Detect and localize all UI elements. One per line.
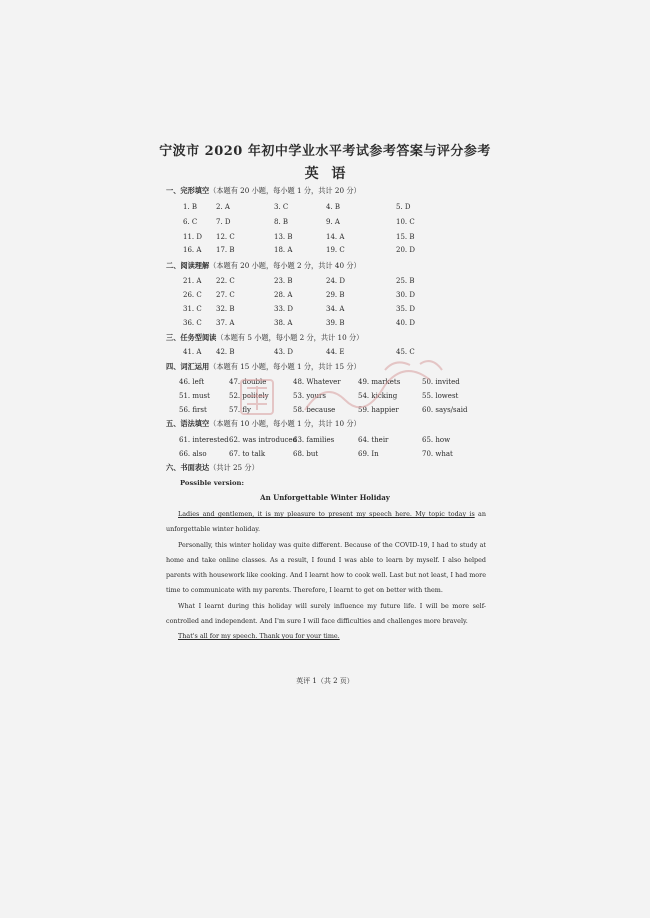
- answer-item: 68. but: [293, 450, 319, 458]
- answer-item: 39. B: [326, 319, 345, 327]
- answer-item: 12. C: [216, 233, 235, 241]
- essay-paragraph-4: That's all for my speech. Thank you for your time.: [178, 632, 340, 641]
- page-footer: 英评 1（共 2 页）: [296, 677, 354, 685]
- section-heading-reading: 二、阅读理解（本题有 20 小题，每小题 2 分，共计 40 分）: [166, 261, 361, 270]
- answer-item: 64. their: [358, 436, 389, 444]
- answer-item: 7. D: [216, 218, 231, 226]
- answer-item: 6. C: [183, 218, 198, 226]
- answer-item: 62. was introduced: [229, 436, 297, 444]
- answer-item: 29. B: [326, 291, 345, 299]
- answer-item: 16. A: [183, 246, 202, 254]
- answer-item: 28. A: [274, 291, 293, 299]
- answer-item: 24. D: [326, 277, 345, 285]
- answer-item: 13. B: [274, 233, 293, 241]
- answer-item: 34. A: [326, 305, 345, 313]
- answer-item: 54. kicking: [358, 392, 398, 400]
- answer-item: 47. double: [229, 378, 267, 386]
- answer-item: 70. what: [422, 450, 453, 458]
- answer-item: 41. A: [183, 348, 202, 356]
- section-heading-cloze: 一、完形填空（本题有 20 小题，每小题 1 分，共计 20 分）: [166, 186, 361, 195]
- answer-item: 25. B: [396, 277, 415, 285]
- answer-item: 18. A: [274, 246, 293, 254]
- answer-item: 51. must: [179, 392, 210, 400]
- essay-body: [166, 507, 486, 645]
- answer-item: 61. interested: [179, 436, 229, 444]
- answer-item: 59. happier: [358, 406, 399, 414]
- answer-item: 49. markets: [358, 378, 401, 386]
- answer-item: 15. B: [396, 233, 415, 241]
- answer-item: 40. D: [396, 319, 415, 327]
- reading-row: [0, 277, 650, 289]
- grammar-row: [0, 450, 650, 462]
- essay-paragraph-3: What I learnt during this holiday will surely influence my future life. I will be more self-controlled and independent. And I'm sure I will face difficulties and challenges more bravely.: [166, 601, 486, 626]
- answer-item: 19. C: [326, 246, 345, 254]
- answer-item: 50. invited: [422, 378, 460, 386]
- answer-item: 2. A: [216, 203, 230, 211]
- essay-label: Possible version:: [180, 479, 244, 487]
- answer-item: 52. politely: [229, 392, 269, 400]
- reading-row: [0, 291, 650, 303]
- answer-item: 67. to talk: [229, 450, 266, 458]
- answer-item: 31. C: [183, 305, 202, 313]
- answer-item: 58. because: [293, 406, 336, 414]
- answer-item: 32. B: [216, 305, 235, 313]
- vocab-row: [0, 392, 650, 404]
- page-title: 宁波市 2020 年初中学业水平考试参考答案与评分参考: [159, 144, 491, 159]
- answer-item: 48. Whatever: [293, 378, 341, 386]
- answer-item: 11. D: [183, 233, 202, 241]
- answer-item: 30. D: [396, 291, 415, 299]
- section-heading-grammar: 五、语法填空（本题有 10 小题，每小题 1 分，共计 10 分）: [166, 419, 361, 428]
- answer-item: 42. B: [216, 348, 235, 356]
- reading-row: [0, 319, 650, 331]
- answer-item: 57. fly: [229, 406, 251, 414]
- answer-item: 66. also: [179, 450, 207, 458]
- cloze-row: [0, 246, 650, 258]
- answer-item: 69. In: [358, 450, 379, 458]
- answer-item: 8. B: [274, 218, 289, 226]
- answer-item: 10. C: [396, 218, 415, 226]
- essay-paragraph-2: Personally, this winter holiday was quite different. Because of the COVID-19, I had to study at home and take online classes. As a result, I found I was able to learn by myself. I also helped parents with housework like cooking. And I learnt how to cook well. Last but not least, I had more time to communicate with my parents. Therefore, I learnt to get on better with them.: [166, 540, 486, 595]
- answer-item: 3. C: [274, 203, 289, 211]
- answer-item: 44. E: [326, 348, 345, 356]
- answer-item: 65. how: [422, 436, 451, 444]
- subject-heading: 英 语: [304, 166, 346, 182]
- section-heading-writing: 六、书面表达（共计 25 分）: [166, 463, 259, 472]
- answer-item: 9. A: [326, 218, 340, 226]
- answer-item: 4. B: [326, 203, 341, 211]
- vocab-row: [0, 378, 650, 390]
- answer-item: 37. A: [216, 319, 235, 327]
- essay-title: An Unforgettable Winter Holiday: [260, 493, 390, 502]
- cloze-row: [0, 203, 650, 215]
- answer-item: 5. D: [396, 203, 411, 211]
- answer-item: 60. says/said: [422, 406, 468, 414]
- answer-item: 1. B: [183, 203, 198, 211]
- answer-item: 53. yours: [293, 392, 326, 400]
- answer-item: 14. A: [326, 233, 345, 241]
- answer-item: 63. families: [293, 436, 335, 444]
- answer-item: 43. D: [274, 348, 293, 356]
- answer-item: 26. C: [183, 291, 202, 299]
- section-heading-vocab: 四、词汇运用（本题有 15 小题，每小题 1 分，共计 15 分）: [166, 362, 361, 371]
- section-heading-task: 三、任务型阅读（本题有 5 小题，每小题 2 分，共计 10 分）: [166, 333, 364, 342]
- reading-row: [0, 305, 650, 317]
- task-row: [0, 348, 650, 360]
- answer-item: 33. D: [274, 305, 293, 313]
- answer-item: 22. C: [216, 277, 235, 285]
- answer-item: 17. B: [216, 246, 235, 254]
- answer-item: 27. C: [216, 291, 235, 299]
- answer-item: 36. C: [183, 319, 202, 327]
- answer-item: 45. C: [396, 348, 415, 356]
- answer-item: 20. D: [396, 246, 415, 254]
- grammar-row: [0, 436, 650, 448]
- essay-paragraph-1: Ladies and gentlemen, it is my pleasure to present my speech here. My topic today is an unforgettable winter holiday.: [166, 510, 486, 534]
- answer-item: 21. A: [183, 277, 202, 285]
- cloze-row: [0, 233, 650, 245]
- vocab-row: [0, 406, 650, 418]
- answer-item: 46. left: [179, 378, 205, 386]
- answer-item: 35. D: [396, 305, 415, 313]
- answer-item: 55. lowest: [422, 392, 459, 400]
- answer-item: 23. B: [274, 277, 293, 285]
- answer-item: 38. A: [274, 319, 293, 327]
- cloze-row: [0, 218, 650, 230]
- answer-item: 56. first: [179, 406, 207, 414]
